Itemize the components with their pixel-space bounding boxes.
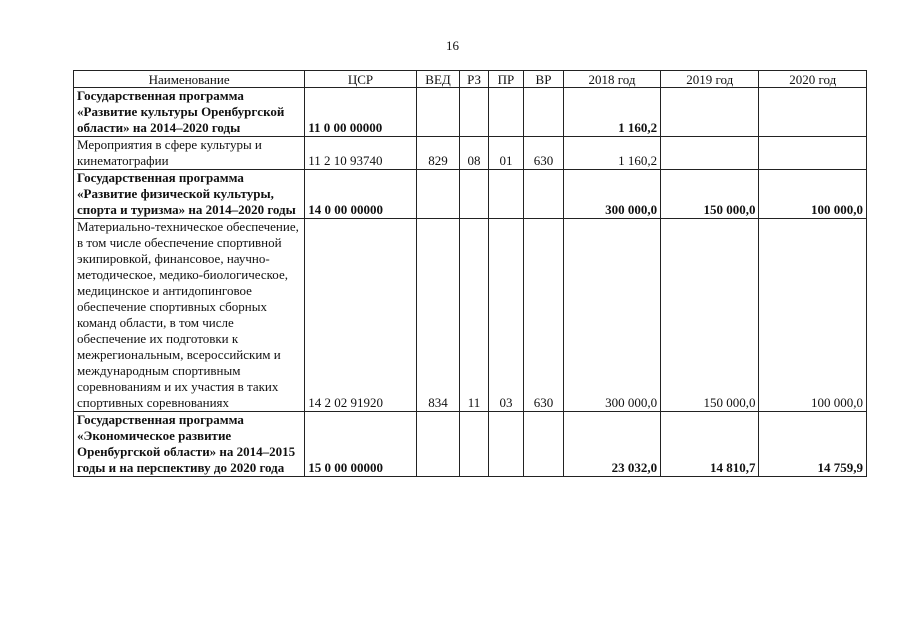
row-pr: 01 [488, 137, 523, 170]
row-pr [488, 88, 523, 137]
row-rz: 11 [460, 219, 488, 412]
row-csr: 15 0 00 00000 [305, 412, 417, 477]
row-csr: 11 2 10 93740 [305, 137, 417, 170]
header-vr: ВР [524, 71, 564, 88]
row-vr [524, 170, 564, 219]
page-number: 16 [446, 38, 459, 53]
row-ved [416, 88, 460, 137]
row-2020 [759, 137, 867, 170]
row-ved [416, 412, 460, 477]
row-2018: 1 160,2 [563, 137, 660, 170]
row-name: Государственная программа «Развитие культуры Оренбургской области» на 2014–2020 годы [74, 88, 305, 137]
row-rz [460, 170, 488, 219]
row-name: Государственная программа «Развитие физической культуры, спорта и туризма» на 2014–2020 годы [74, 170, 305, 219]
row-2018: 300 000,0 [563, 170, 660, 219]
row-2020: 100 000,0 [759, 219, 867, 412]
row-vr: 630 [524, 219, 564, 412]
row-2018: 300 000,0 [563, 219, 660, 412]
row-2019: 150 000,0 [661, 219, 759, 412]
header-2020: 2020 год [759, 71, 867, 88]
row-csr: 14 0 00 00000 [305, 170, 417, 219]
table-row [74, 88, 867, 137]
row-2020 [759, 88, 867, 137]
row-2019 [661, 88, 759, 137]
row-2019 [661, 137, 759, 170]
row-2020: 100 000,0 [759, 170, 867, 219]
row-name: Материально-техническое обеспечение, в том числе обеспечение спортивной экипировкой, финансовое, научно-методическое, медико-биологическое, медицинское и антидопинговое обеспечение спортивных сборных команд области, в том числе обеспечение их подготовки к межрегиональным, всероссийским и международным спортивным соревнованиям и их участия в таких спортивных соревнованиях [74, 219, 305, 412]
table-row [74, 170, 867, 219]
row-ved [416, 170, 460, 219]
row-name: Мероприятия в сфере культуры и кинематографии [74, 137, 305, 170]
row-vr: 630 [524, 137, 564, 170]
header-csr: ЦСР [305, 71, 417, 88]
row-name: Государственная программа «Экономическое развитие Оренбургской области» на 2014–2015 годы и на перспективу до 2020 года [74, 412, 305, 477]
row-rz [460, 88, 488, 137]
table-row [74, 412, 867, 477]
row-pr [488, 412, 523, 477]
row-csr: 11 0 00 00000 [305, 88, 417, 137]
table-row [74, 219, 867, 412]
row-rz [460, 412, 488, 477]
budget-table [73, 70, 867, 477]
row-2018: 23 032,0 [563, 412, 660, 477]
row-pr [488, 170, 523, 219]
row-rz: 08 [460, 137, 488, 170]
header-rz: РЗ [460, 71, 488, 88]
header-name: Наименование [74, 71, 305, 88]
row-ved: 829 [416, 137, 460, 170]
header-pr: ПР [488, 71, 523, 88]
table-row [74, 137, 867, 170]
row-2018: 1 160,2 [563, 88, 660, 137]
row-2019: 150 000,0 [661, 170, 759, 219]
header-2018: 2018 год [563, 71, 660, 88]
row-vr [524, 88, 564, 137]
row-pr: 03 [488, 219, 523, 412]
row-csr: 14 2 02 91920 [305, 219, 417, 412]
header-2019: 2019 год [661, 71, 759, 88]
header-row [74, 71, 867, 88]
header-ved: ВЕД [416, 71, 460, 88]
row-vr [524, 412, 564, 477]
row-2020: 14 759,9 [759, 412, 867, 477]
row-2019: 14 810,7 [661, 412, 759, 477]
row-ved: 834 [416, 219, 460, 412]
